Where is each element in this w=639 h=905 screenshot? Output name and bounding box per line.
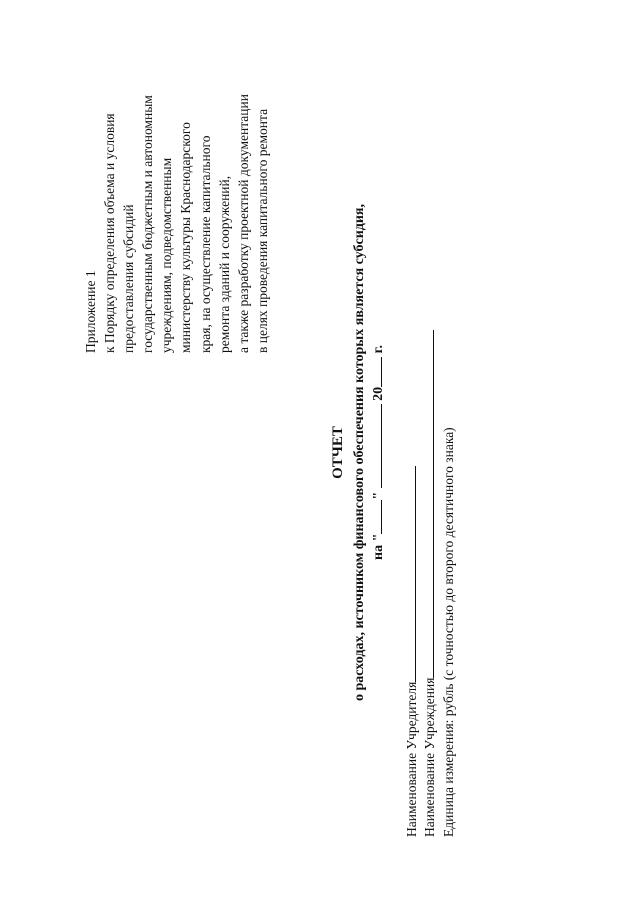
date-year-prefix: 20 — [371, 386, 386, 401]
appendix-line: к Порядку определения объема и условия — [102, 113, 118, 353]
founder-blank — [415, 466, 416, 682]
report-title: ОТЧЕТ — [330, 426, 346, 479]
date-day-blank — [381, 500, 382, 534]
unit-label: Единица измерения: рубль (с точностью до второго десятичного знака) — [441, 427, 456, 837]
date-suffix: г. — [371, 345, 386, 354]
institution-label: Наименование Учреждения — [422, 677, 437, 837]
appendix-line: ремонта зданий и сооружений, — [216, 175, 232, 353]
date-month-blank — [381, 404, 382, 488]
institution-field — [422, 330, 438, 837]
date-mid: " — [371, 491, 386, 500]
report-date-line — [371, 0, 387, 905]
appendix-block — [81, 94, 272, 353]
founder-field — [404, 466, 420, 837]
founder-label: Наименование Учредителя — [404, 681, 419, 837]
date-prefix: на " — [371, 533, 386, 560]
unit-field — [441, 427, 457, 837]
institution-blank — [433, 330, 434, 678]
appendix-line: Приложение 1 — [83, 270, 98, 353]
appendix-line: учреждениям, подведомственным — [159, 157, 175, 353]
appendix-line: предоставления субсидий — [121, 204, 137, 353]
report-subtitle: о расходах, источником финансового обеспечения которых является субсидия, — [352, 203, 367, 702]
date-year-blank — [381, 357, 382, 387]
appendix-line: государственным бюджетным и автономным — [140, 95, 156, 353]
appendix-line: края, на осуществление капитального — [197, 135, 213, 353]
appendix-line: министерству культуры Краснодарского — [178, 122, 194, 353]
appendix-line: а также разработку проектной документации — [235, 94, 251, 353]
appendix-line: в целях проведения капитального ремонта — [254, 108, 270, 353]
